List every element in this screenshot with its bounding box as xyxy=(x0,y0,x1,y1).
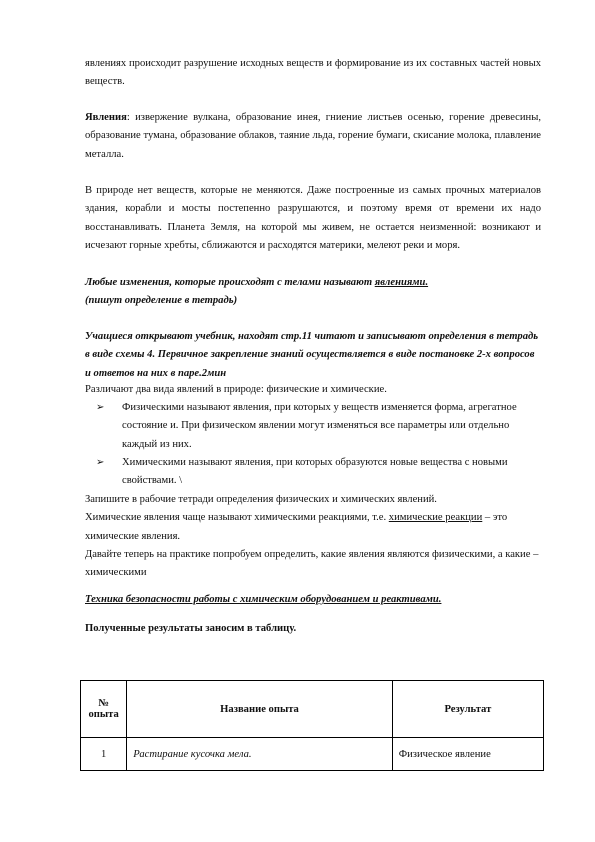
instruction-textbook: Учащиеся открывают учебник, находят стр.11 читают и записывают определения в тетрадь в виде схемы 4. Первичное закрепление знаний осуществляется в виде постановке 2-х вопросов и ответов на них в паре.2мин xyxy=(85,331,539,379)
column-header-experiment: Название опыта xyxy=(127,681,392,738)
list-item-physical: ➢ Физическими называют явления, при которых у веществ изменяется форма, агрегатное состояние и. При физическом явлении могут изменяться все параметры или отдельно каждый из них. xyxy=(85,399,541,454)
phenomena-label: Явления xyxy=(85,112,127,123)
table-row xyxy=(81,738,544,771)
paragraph-practice: Давайте теперь на практике попробуем определить, какие явления являются физическими, а какие – химическими xyxy=(85,549,539,579)
paragraph-nature-changes: В природе нет веществ, которые не меняются. Даже построенные из самых прочных материалов здания, корабли и мосты постепенно разрушаются, и поэтому время от времени их надо восстанавливать. Планета Земля, на которой мы живем, не остается неизменной: возникают и исчезают горные хребты, сближаются и расходятся материки, мелеют реки и моря. xyxy=(85,185,541,251)
definition-note: (пишут определение в тетрадь) xyxy=(85,295,238,307)
paragraph-chemical-phenomena-end: явлениях происходит разрушение исходных веществ и формирование из их составных частей новых веществ. xyxy=(85,58,541,88)
arrowhead-icon: ➢ xyxy=(96,456,105,468)
paragraph-two-kinds: Различают два вида явлений в природе: физические и химические. xyxy=(85,384,387,395)
instruction-write-definitions: Запишите в рабочие тетради определения физических и химических явлений. Химические явления чаще называют химическими реакциями, т.е. химические реакции – это химические явления. xyxy=(85,494,508,542)
definition-phenomena: Любые изменения, которые происходят с телами называют явлениями. (пишут определение в тетрадь) xyxy=(85,277,429,307)
paragraph-phenomena-examples: Явления: извержение вулкана, образование инея, гниение листьев осенью, горение древесины, образование тумана, образование облаков, таяние льда, горение бумаги, скисание молока, плавление металла. xyxy=(85,112,541,160)
cell-number: 1 xyxy=(81,738,127,771)
table-header-row xyxy=(81,681,544,738)
results-intro: Полученные результаты заносим в таблицу. xyxy=(85,623,297,634)
list-item-chemical: ➢ Химическими называют явления, при которых образуются новые вещества с новыми свойствами. \ xyxy=(85,454,541,491)
results-table xyxy=(80,680,544,771)
term-chemical-reactions: химические реакции xyxy=(388,512,483,524)
term-phenomena: явлениями. xyxy=(374,277,429,288)
cell-experiment: Растирание кусочка мела. xyxy=(127,738,392,771)
safety-heading: Техника безопасности работы с химическим оборудованием и реактивами. xyxy=(85,594,442,605)
cell-result: Физическое явление xyxy=(392,738,543,771)
arrowhead-icon: ➢ xyxy=(96,402,105,413)
column-header-number: № опыта xyxy=(81,681,127,738)
column-header-result: Результат xyxy=(392,681,543,738)
phenomena-types-list xyxy=(85,399,541,490)
